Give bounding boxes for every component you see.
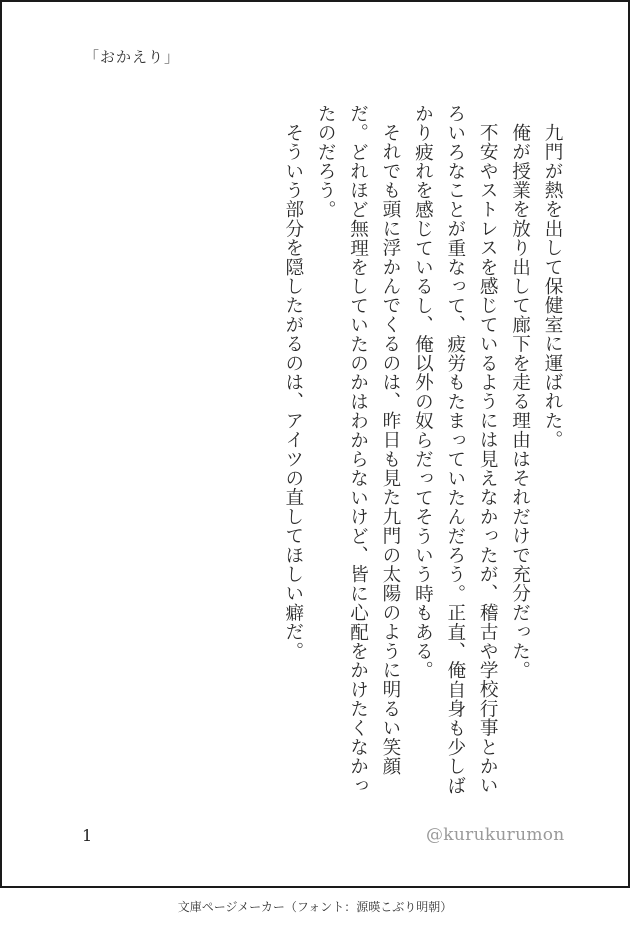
paragraph: 不安やストレスを感じているようには見えなかったが、稽古や学校行事とかいろいろなことが重なって、疲労もたまっていたんだろう。正直、俺自身も少しばかり疲れを感じているし、俺以外の奴らだってそういう時もある。 bbox=[412, 104, 499, 796]
paragraph: それでも頭に浮かんでくるのは、昨日も見た九門の太陽のように明るい笑顔だ。どれほど無理をしていたのかはわからないけど、皆に心配をかけたくなかったのだろう。 bbox=[315, 104, 401, 796]
vertical-body-text bbox=[48, 104, 568, 804]
generator-footer-note: 文庫ページメーカー（フォント：源暎こぶり明朝） bbox=[177, 900, 453, 914]
paragraph: 俺が授業を放り出して廊下を走る理由はそれだけで充分だった。 bbox=[509, 122, 531, 680]
chapter-title: 「おかえり」 bbox=[84, 48, 181, 66]
author-credit: @kurukurumon bbox=[426, 825, 565, 845]
paragraph: そういう部分を隠したがるのは、アイツの直してほしい癖だ。 bbox=[282, 122, 304, 661]
paragraph: 九門が熱を出して保健室に運ばれた。 bbox=[542, 122, 563, 449]
page-number: 1 bbox=[82, 826, 93, 845]
